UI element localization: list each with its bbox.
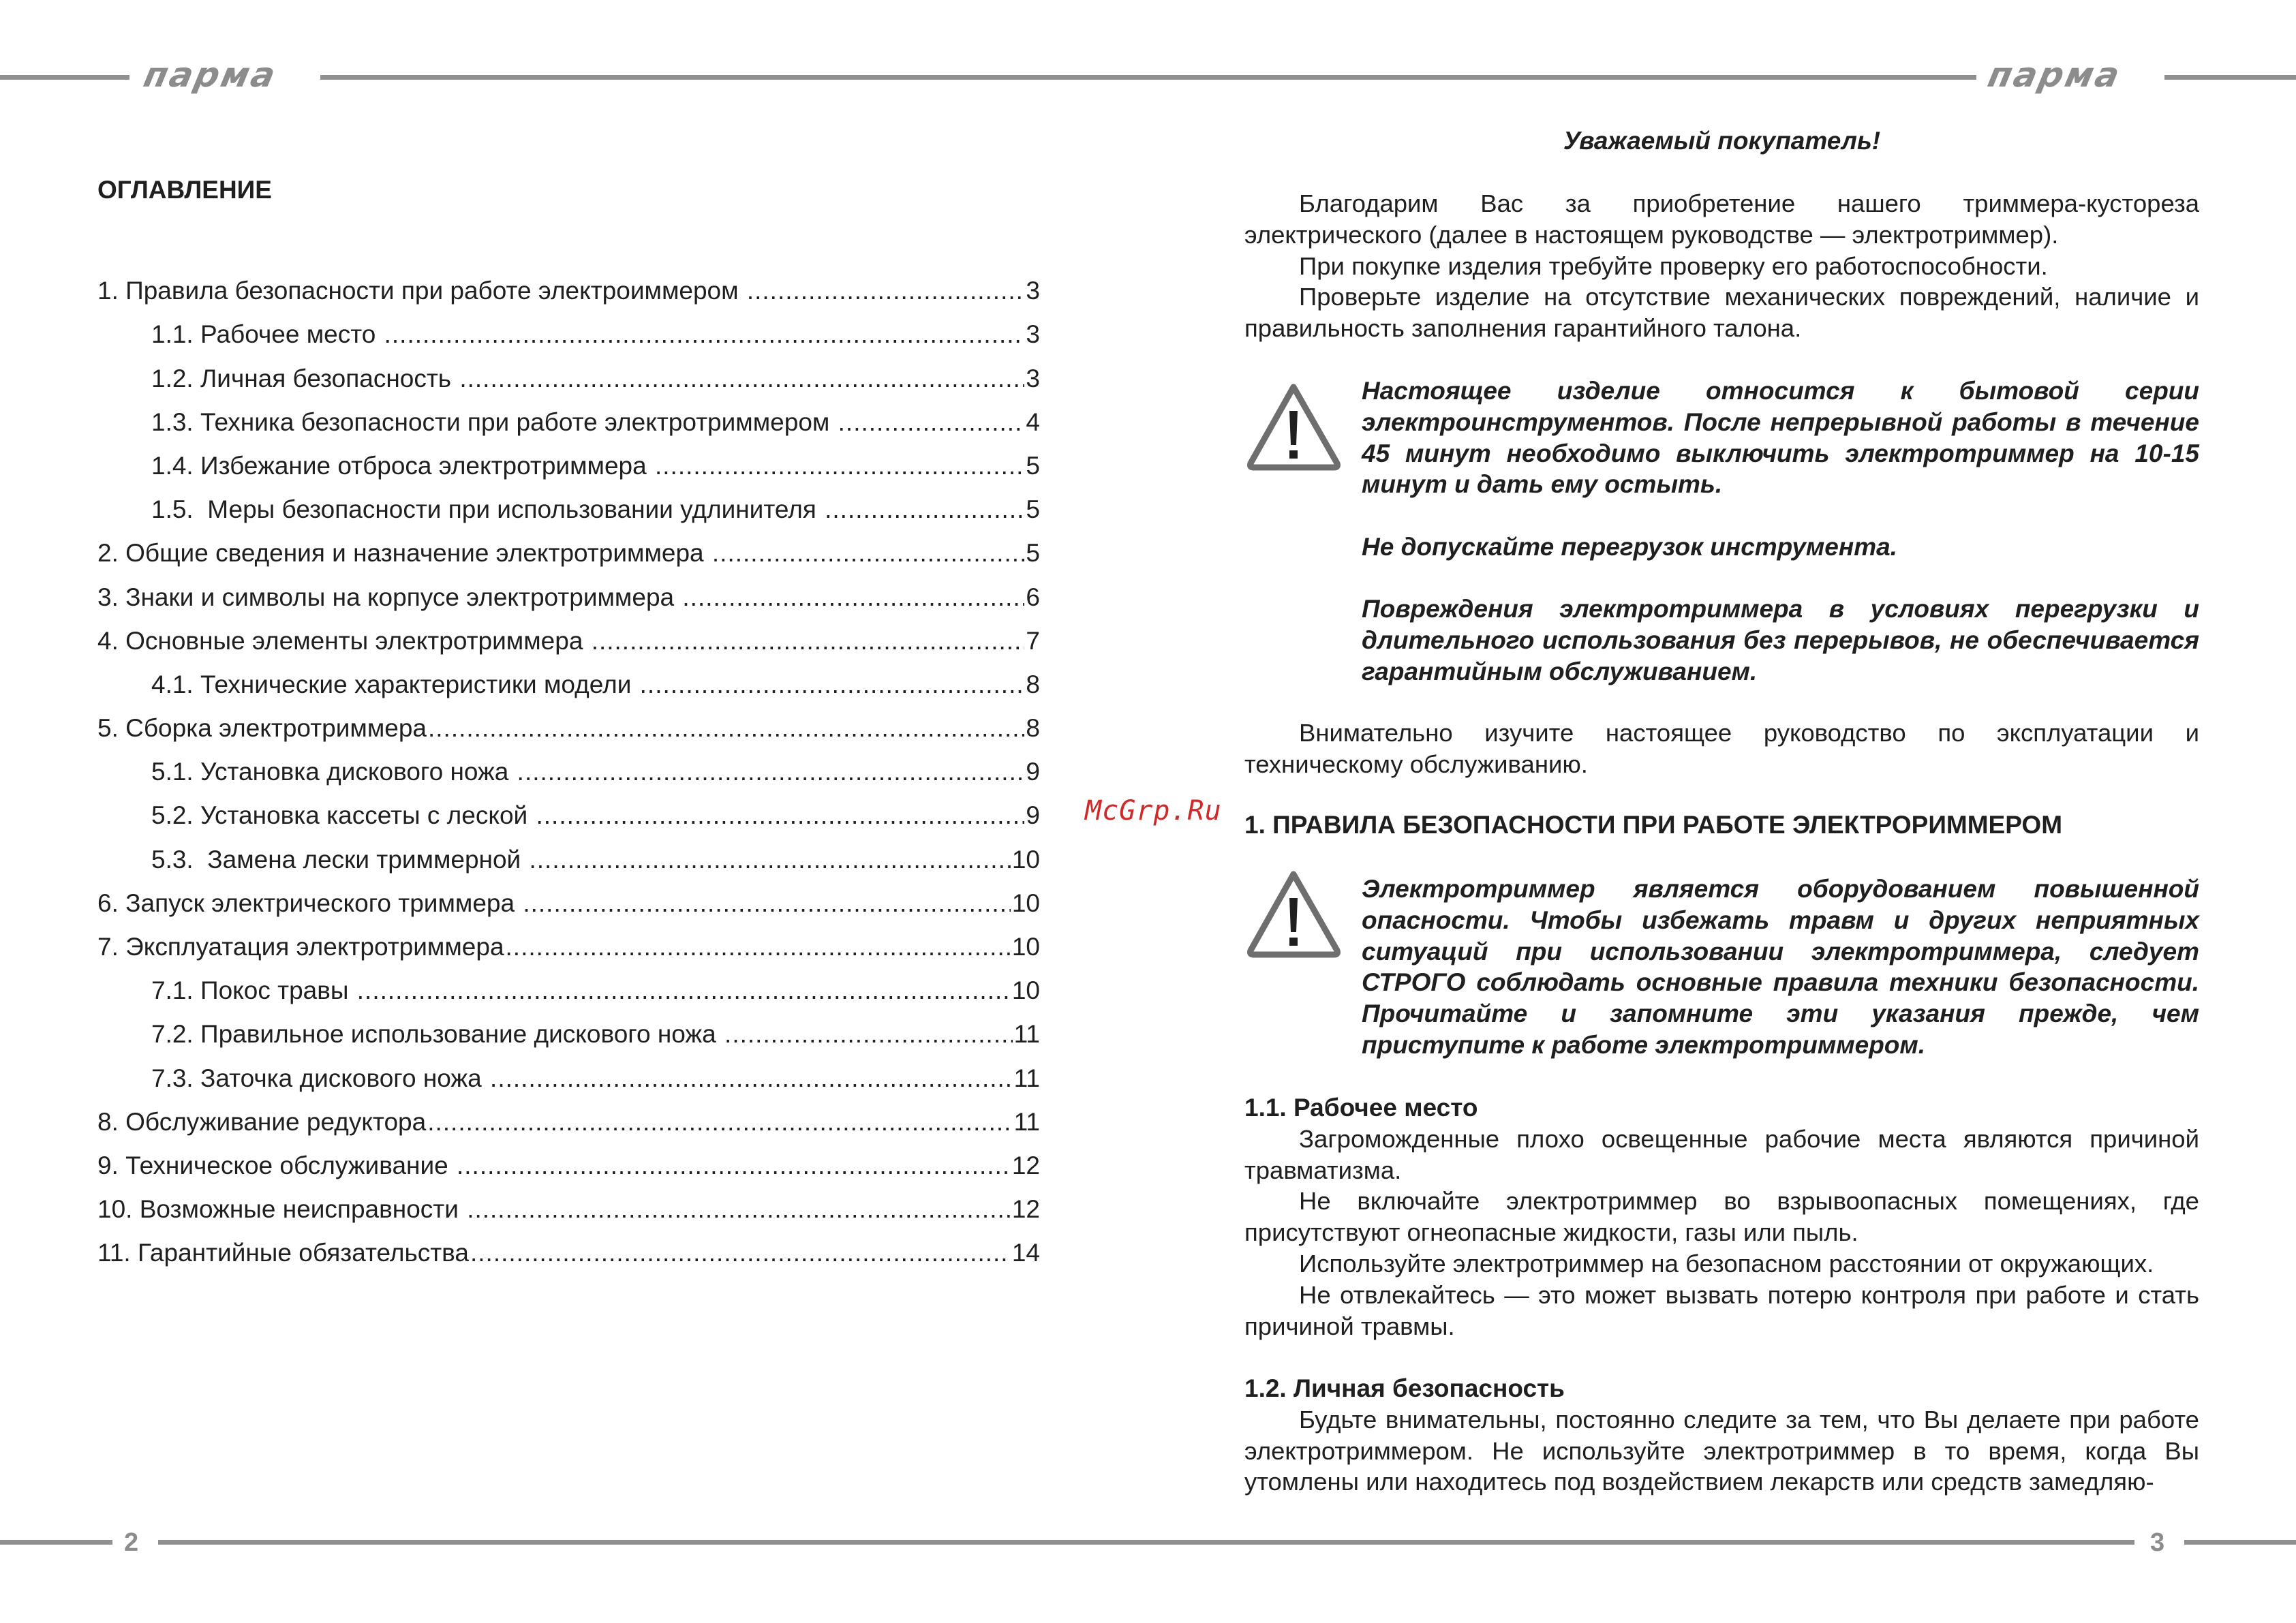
header-rule-left-a [0, 75, 129, 80]
toc-item[interactable]: 4. Основные элементы электротриммера ..... 7 [97, 611, 1040, 655]
intro-paragraph: Проверьте изделие на отсутствие механических повреждений, наличие и правильность заполнения гарантийного талона. [1244, 283, 2199, 343]
body-paragraph: Используйте электротриммер на безопасном расстоянии от окружающих. [1299, 1249, 2154, 1278]
body-paragraph: Загроможденные плохо освещенные рабочие места являются причиной травматизма. [1244, 1124, 2199, 1184]
page-number-left: 2 [124, 1528, 139, 1557]
toc-item[interactable]: 1.5. Меры безопасности при использовании удлинителя ..... 5 [97, 480, 1040, 523]
body-paragraph: Не включайте электротриммер во взрывоопасных помещениях, где присутствуют огнеопасные жидкости, газы или пыль. [1244, 1187, 2199, 1247]
toc-item[interactable]: 5. Сборка электротриммера ..... 8 [97, 698, 1040, 742]
warning-text: Не допускайте перегрузок инструмента. [1362, 533, 1897, 561]
toc-item[interactable]: 6. Запуск электрического триммера ..... 10 [97, 874, 1040, 917]
subsection-1-1 [1244, 1092, 2199, 1342]
toc-item[interactable]: 7.2. Правильное использование дискового ножа ..... 11 [97, 1004, 1040, 1048]
page-number-right: 3 [2150, 1528, 2165, 1557]
intro-paragraph: Благодарим Вас за приобретение нашего триммера-кустореза электрического (далее в настоящем руководстве — электротриммер). [1244, 189, 2199, 249]
intro-paragraph: При покупке изделия требуйте проверку его работоспособности. [1299, 251, 2048, 280]
toc-item[interactable]: 3. Знаки и символы на корпусе электротриммера ..... 6 [97, 567, 1040, 610]
footer-rule-left-a [0, 1540, 112, 1545]
toc-item[interactable]: 5.3. Замена лески триммерной ..... 10 [97, 829, 1040, 873]
study-paragraph: Внимательно изучите настоящее руководство по эксплуатации и техническому обслуживанию. [1244, 719, 2199, 778]
section-1-heading: 1. ПРАВИЛА БЕЗОПАСНОСТИ ПРИ РАБОТЕ ЭЛЕКТРОРИММЕРОМ [1244, 811, 2063, 839]
footer-rule-right [2184, 1540, 2296, 1545]
toc-item[interactable]: 1.3. Техника безопасности при работе электротриммером ..... 4 [97, 392, 1040, 436]
toc-item[interactable]: 5.1. Установка дискового ножа ..... 9 [97, 742, 1040, 786]
intro-block [1244, 188, 2199, 344]
subsection-1-2 [1244, 1373, 2199, 1498]
watermark-text[interactable]: McGrp.Ru [1085, 795, 1222, 826]
toc-item[interactable]: 5.2. Установка кассеты с леской ..... 9 [97, 786, 1040, 829]
toc-item[interactable]: 8. Обслуживание редуктора ..... 11 [97, 1092, 1040, 1136]
toc-item[interactable]: 7. Эксплуатация электротриммера ..... 10 [97, 917, 1040, 961]
table-of-contents [97, 261, 1040, 1267]
toc-item[interactable]: 1.2. Личная безопасность ..... 3 [97, 348, 1040, 392]
warning-triangle-icon [1244, 380, 1343, 472]
toc-item[interactable]: 2. Общие сведения и назначение электротриммера ..... 5 [97, 523, 1040, 567]
toc-item[interactable]: 1.4. Избежание отброса электротриммера ..... 5 [97, 436, 1040, 480]
header-rule-left-b [320, 75, 1976, 80]
toc-item[interactable]: 1. Правила безопасности при работе электроиммером ..... 3 [97, 261, 1040, 305]
brand-logo-right: парма [1984, 55, 2125, 95]
toc-item[interactable]: 11. Гарантийные обязательства ..... 14 [97, 1223, 1040, 1267]
toc-item[interactable]: 4.1. Технические характеристики модели ..... 8 [97, 655, 1040, 698]
body-paragraph: Не отвлекайтесь — это может вызвать потерю контроля при работе и стать причиной травмы. [1244, 1280, 2199, 1340]
footer-rule-middle [158, 1540, 2134, 1545]
study-paragraph-block [1244, 717, 2199, 780]
toc-item[interactable]: 1.1. Рабочее место ..... 3 [97, 305, 1040, 348]
header-rule-right [2164, 75, 2296, 80]
warning-text: Электротриммер является оборудованием повышенной опасности. Чтобы избежать травм и других неприятных ситуаций при использовании электротриммера, следует СТРОГО соблюдать основные правила техники безопасности. Прочитайте и запомните эти указания прежде, чем приступите к работе электротриммером. [1362, 875, 2199, 1059]
toc-item[interactable]: 7.1. Покос травы ..... 10 [97, 961, 1040, 1004]
warning-triangle-icon [1244, 867, 1343, 959]
subsection-heading: 1.2. Личная безопасность [1244, 1374, 1565, 1402]
toc-title: ОГЛАВЛЕНИЕ [97, 176, 272, 204]
warning-text: Настоящее изделие относится к бытовой серии электроинструментов. После непрерывной работы в течение 45 минут необходимо выключить электротриммер на 10-15 минут и дать ему остыть. [1362, 377, 2199, 499]
toc-item[interactable]: 9. Техническое обслуживание ..... 12 [97, 1136, 1040, 1179]
brand-logo-left: парма [140, 55, 281, 95]
body-paragraph: Будьте внимательны, постоянно следите за тем, что Вы делаете при работе электротриммером. Не используйте электротриммер в то время, когда Вы утомлены или находитесь под воздействием лекарств или средств замедляю- [1244, 1405, 2199, 1496]
toc-item[interactable]: 7.3. Заточка дискового ножа ..... 11 [97, 1048, 1040, 1092]
subsection-heading: 1.1. Рабочее место [1244, 1094, 1478, 1122]
toc-item[interactable]: 10. Возможные неисправности ..... 12 [97, 1179, 1040, 1223]
warning-text: Повреждения электротриммера в условиях перегрузки и длительного использования без перерывов, не обеспечивается гарантийным обслуживанием. [1362, 595, 2199, 685]
greeting-heading: Уважаемый покупатель! [1563, 127, 1881, 155]
